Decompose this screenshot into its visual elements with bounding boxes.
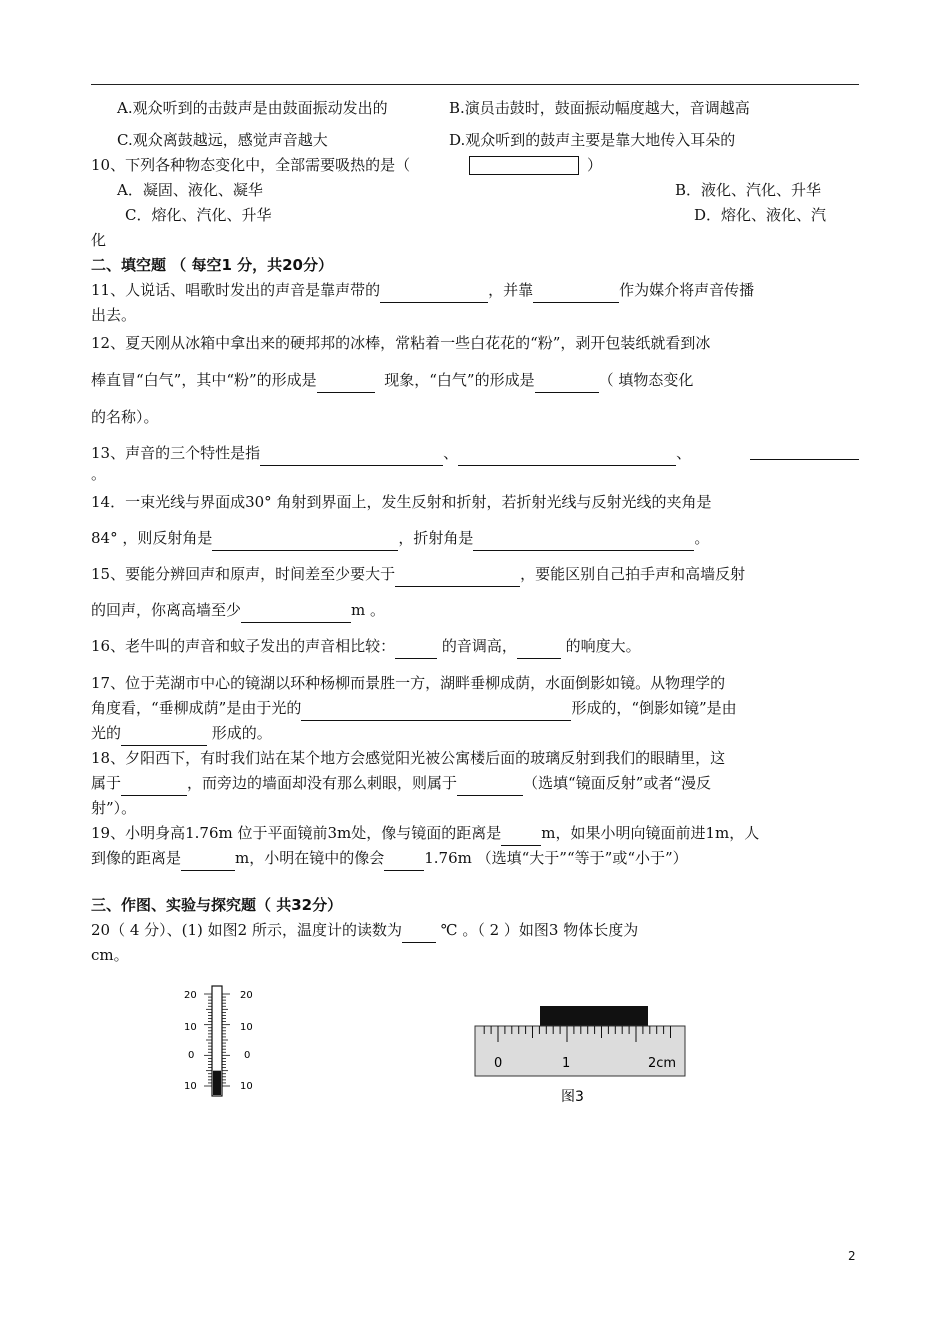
q16-blank-1 xyxy=(395,640,437,659)
q12-line3: 的名称）。 xyxy=(91,408,159,426)
q12-line1: 12、夏天刚从冰箱中拿出来的硬邦邦的冰棒，常粘着一些白花花的“粉”，剥开包装纸就看到冰 xyxy=(91,334,711,352)
q15-blank-1 xyxy=(395,568,520,587)
q17-line3: 光的 形成的。 xyxy=(91,721,861,746)
thermo-label-right-neg10: 10 xyxy=(240,1081,253,1092)
q9-option-a: A.观众听到的击鼓声是由鼓面振动发出的 xyxy=(117,99,388,117)
q19-blank-2 xyxy=(181,852,235,871)
q18-blank-2 xyxy=(457,777,523,796)
thermo-label-right-0: 0 xyxy=(244,1050,251,1061)
thermometer-figure xyxy=(176,984,260,1098)
q13-line2: 。 xyxy=(91,465,107,483)
q17-blank-1 xyxy=(301,702,571,721)
q11-line2: 出去。 xyxy=(91,306,137,324)
q10-stem: 10、下列各种物态变化中，全部需要吸热的是（ ） xyxy=(91,156,603,174)
q20-line1: 20（ 4 分）、(1) 如图2 所示，温度计的读数为 ℃ 。（ 2 ）如图3 物体长度为 xyxy=(91,918,861,943)
thermo-label-right-20: 20 xyxy=(240,990,253,1001)
measured-object xyxy=(540,1006,648,1028)
thermo-label-left-20: 20 xyxy=(184,990,197,1001)
q10-row-cd xyxy=(91,203,861,228)
q9-option-b: B.演员击鼓时，鼓面振动幅度越大，音调越高 xyxy=(449,99,750,117)
q10-option-a: A．凝固、液化、凝华 xyxy=(117,181,263,199)
thermo-label-left-0: 0 xyxy=(188,1050,195,1061)
figure-3-caption: 图3 xyxy=(561,1089,584,1105)
q17-blank-2 xyxy=(121,727,207,746)
q17-line1: 17、位于芜湖市中心的镜湖以环种杨柳而景胜一方，湖畔垂柳成荫，水面倒影如镜。从物理学的 xyxy=(91,674,726,692)
q12-blank-2 xyxy=(535,374,599,393)
q15-line2: 的回声，你离高墙至少 m 。 xyxy=(91,598,861,623)
thermometer-liquid xyxy=(213,1071,221,1095)
q10-answer-box xyxy=(469,156,579,175)
q12-blank-1 xyxy=(317,374,375,393)
section-3-title: 三、作图、实验与探究题（ 共32分） xyxy=(91,896,343,914)
section-2-title: 二、填空题 （ 每空1 分，共20分） xyxy=(91,256,333,274)
q11-line1: 11、人说话、唱歌时发出的声音是靠声带的 ，并靠 作为媒介将声音传播 xyxy=(91,278,861,303)
q13-blank-1 xyxy=(260,447,443,466)
q14-line1: 14．一束光线与界面成30° 角射到界面上，发生反射和折射，若折射光线与反射光线的夹角是 xyxy=(91,493,712,511)
q9-option-d: D.观众听到的鼓声主要是靠大地传入耳朵的 xyxy=(449,131,736,149)
q15-blank-2 xyxy=(241,604,351,623)
q10-row-ab xyxy=(91,178,861,203)
q10-option-b: B．液化、汽化、升华 xyxy=(675,181,822,199)
q19-line1: 19、小明身高1.76m 位于平面镜前3m处，像与镜面的距离是 m，如果小明向镜面前进1m，人 xyxy=(91,821,861,846)
thermo-label-left-10: 10 xyxy=(184,1022,197,1033)
exam-page xyxy=(91,96,861,968)
q14-blank-1 xyxy=(212,532,398,551)
q13-blank-2 xyxy=(458,447,676,466)
q14-blank-2 xyxy=(473,532,694,551)
ruler-figure xyxy=(473,1004,689,1108)
q19-line2: 到像的距离是 m，小明在镜中的像会 1.76m （选填“大于”“等于”或“小于”） xyxy=(91,846,861,871)
q20-blank-1 xyxy=(402,924,436,943)
thermo-label-left-neg10: 10 xyxy=(184,1081,197,1092)
q18-line2: 属于 ，而旁边的墙面却没有那么刺眼，则属于 （选填“镜面反射”或者“漫反 xyxy=(91,771,861,796)
q16-blank-2 xyxy=(517,640,561,659)
thermo-label-right-10: 10 xyxy=(240,1022,253,1033)
ruler-label-0: 0 xyxy=(494,1056,503,1071)
page-number: 2 xyxy=(848,1249,856,1263)
q11-blank-1 xyxy=(380,284,488,303)
q10-option-d: D．熔化、液化、汽 xyxy=(694,206,827,224)
q18-blank-1 xyxy=(121,777,187,796)
q20-line2: cm。 xyxy=(91,946,129,964)
q17-line2: 角度看，“垂柳成荫”是由于光的 形成的，“倒影如镜”是由 xyxy=(91,696,861,721)
q19-blank-1 xyxy=(501,827,541,846)
q18-line1: 18、夕阳西下，有时我们站在某个地方会感觉阳光被公寓楼后面的玻璃反射到我们的眼睛里，这 xyxy=(91,749,726,767)
q15-line1: 15、要能分辨回声和原声，时间差至少要大于 ，要能区别自己拍手声和高墙反射 xyxy=(91,562,861,587)
q12-line2: 棒直冒“白气”，其中“粉”的形成是 现象，“白气”的形成是 （ 填物态变化 xyxy=(91,368,861,393)
q13-blank-3 xyxy=(750,441,859,460)
ruler-label-2cm: 2cm xyxy=(648,1056,677,1071)
q9-row-cd xyxy=(91,128,861,153)
q10-wrap: 化 xyxy=(91,231,107,249)
q16-line: 16、老牛叫的声音和蚊子发出的声音相比较： 的音调高， 的响度大。 xyxy=(91,634,861,659)
header-rule xyxy=(91,84,859,85)
q9-option-c: C.观众离鼓越远，感觉声音越大 xyxy=(117,131,328,149)
q19-blank-3 xyxy=(384,852,424,871)
q10-option-c: C．熔化、汽化、升华 xyxy=(125,206,272,224)
ruler-label-1: 1 xyxy=(562,1056,571,1071)
q9-row-ab xyxy=(91,96,861,121)
q14-line2: 84° ，则反射角是 ，折射角是 。 xyxy=(91,526,861,551)
q11-blank-2 xyxy=(533,284,619,303)
q18-line3: 射”）。 xyxy=(91,799,137,817)
q13-line1: 13、声音的三个特性是指 、 、 xyxy=(91,441,861,466)
